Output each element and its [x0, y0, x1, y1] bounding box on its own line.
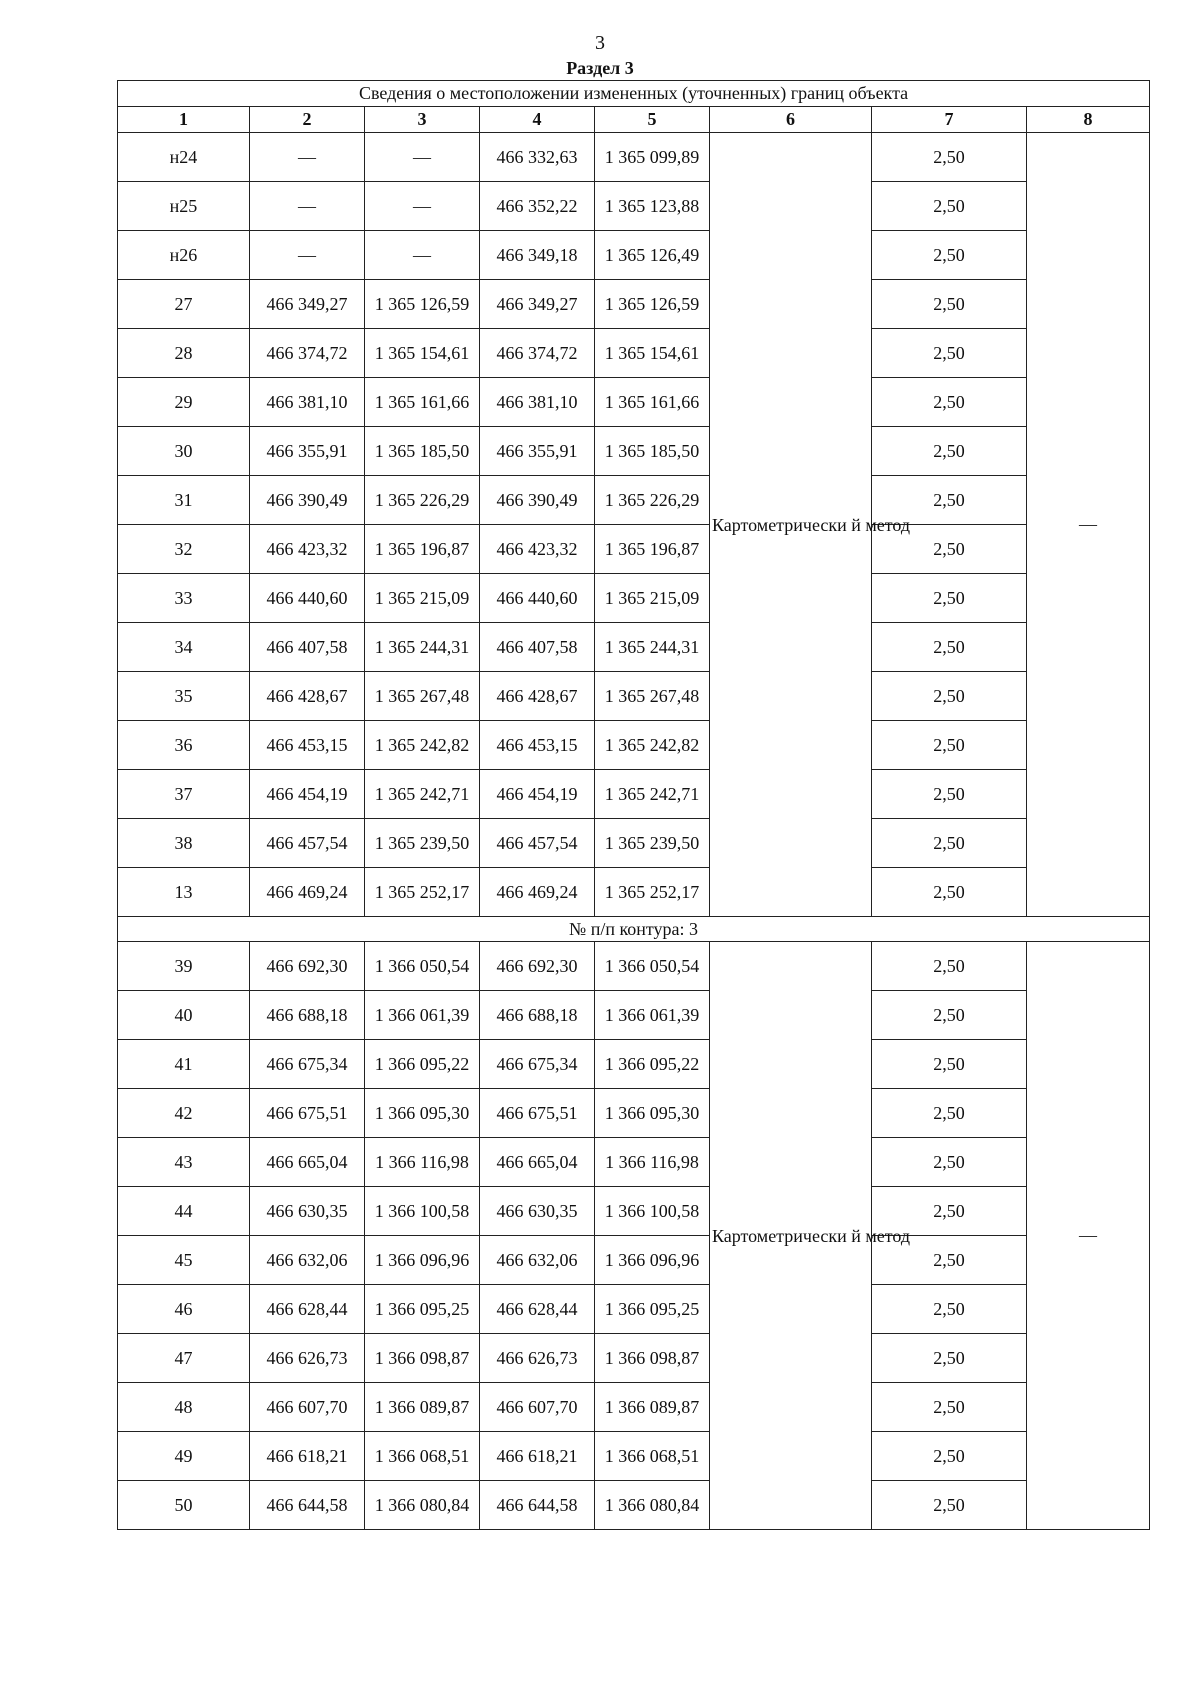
column-header: 6 [710, 107, 872, 133]
table-cell: 1 365 154,61 [595, 329, 710, 378]
table-cell: 2,50 [872, 1383, 1027, 1432]
table-cell: 466 390,49 [250, 476, 365, 525]
table-cell: 1 366 116,98 [595, 1138, 710, 1187]
table-cell: — [365, 182, 480, 231]
table-cell: 2,50 [872, 770, 1027, 819]
table-cell: 466 644,58 [480, 1481, 595, 1530]
column-header: 2 [250, 107, 365, 133]
table-cell: 466 688,18 [480, 991, 595, 1040]
table-cell: 1 365 239,50 [365, 819, 480, 868]
table-cell: 466 469,24 [250, 868, 365, 917]
page-number: 3 [595, 32, 605, 54]
table-row [118, 427, 1150, 476]
table-cell: 466 632,06 [250, 1236, 365, 1285]
table-cell: 1 366 098,87 [365, 1334, 480, 1383]
table-cell: 48 [118, 1383, 250, 1432]
table-cell: 466 453,15 [250, 721, 365, 770]
table-cell: н25 [118, 182, 250, 231]
table-cell: 1 365 161,66 [595, 378, 710, 427]
table-cell: 2,50 [872, 378, 1027, 427]
table-cell: 1 365 185,50 [595, 427, 710, 476]
table-cell: 2,50 [872, 574, 1027, 623]
table-cell: 466 632,06 [480, 1236, 595, 1285]
table-cell: 47 [118, 1334, 250, 1383]
table-cell: 44 [118, 1187, 250, 1236]
table-row [118, 1089, 1150, 1138]
table-cell: 1 365 161,66 [365, 378, 480, 427]
group-1-rows [118, 133, 1150, 917]
table-cell: 1 366 068,51 [365, 1432, 480, 1481]
table-cell: 1 365 244,31 [595, 623, 710, 672]
table-cell: 1 365 252,17 [365, 868, 480, 917]
table-cell: — [365, 231, 480, 280]
table-row [118, 770, 1150, 819]
group-2-rows [118, 942, 1150, 1530]
table-cell: н24 [118, 133, 250, 182]
table-cell: 466 349,27 [480, 280, 595, 329]
table-cell: 1 366 100,58 [365, 1187, 480, 1236]
table-cell: 1 366 116,98 [365, 1138, 480, 1187]
table-cell: 2,50 [872, 991, 1027, 1040]
table-row [118, 819, 1150, 868]
table-row [118, 525, 1150, 574]
table-row [118, 1481, 1150, 1530]
table-cell: 466 355,91 [250, 427, 365, 476]
table-cell: — [365, 133, 480, 182]
table-cell: 2,50 [872, 231, 1027, 280]
table-cell: 2,50 [872, 427, 1027, 476]
table-cell: 466 381,10 [480, 378, 595, 427]
table-row [118, 378, 1150, 427]
table-cell: 1 365 196,87 [365, 525, 480, 574]
table-cell: 466 628,44 [250, 1285, 365, 1334]
table-row [118, 868, 1150, 917]
table-cell: 45 [118, 1236, 250, 1285]
table-cell: 2,50 [872, 672, 1027, 721]
table-cell: 2,50 [872, 1334, 1027, 1383]
table-cell: 1 366 061,39 [365, 991, 480, 1040]
table-cell: 466 390,49 [480, 476, 595, 525]
contour-row [118, 917, 1150, 942]
table-cell: 1 366 080,84 [595, 1481, 710, 1530]
table-cell: 2,50 [872, 133, 1027, 182]
table-cell: 466 607,70 [250, 1383, 365, 1432]
table-cell: 466 374,72 [250, 329, 365, 378]
table-cell: 38 [118, 819, 250, 868]
table-cell: 466 618,21 [250, 1432, 365, 1481]
method-cell: Картометрически й метод [710, 942, 872, 1530]
table-cell: 466 626,73 [250, 1334, 365, 1383]
note-cell: — [1027, 942, 1150, 1530]
table-cell: 28 [118, 329, 250, 378]
table-cell: 1 365 154,61 [365, 329, 480, 378]
table-cell: 466 675,51 [480, 1089, 595, 1138]
table-cell: 2,50 [872, 942, 1027, 991]
table-cell: н26 [118, 231, 250, 280]
table-cell: 2,50 [872, 1432, 1027, 1481]
table-cell: 2,50 [872, 1481, 1027, 1530]
table-cell: 2,50 [872, 476, 1027, 525]
table-cell: 13 [118, 868, 250, 917]
table-cell: 1 365 215,09 [365, 574, 480, 623]
table-cell: 35 [118, 672, 250, 721]
table-cell: 29 [118, 378, 250, 427]
table-cell: 466 423,32 [480, 525, 595, 574]
table-cell: 466 349,27 [250, 280, 365, 329]
table-row [118, 1285, 1150, 1334]
table-cell: 1 365 215,09 [595, 574, 710, 623]
table-cell: 1 366 061,39 [595, 991, 710, 1040]
table-row [118, 329, 1150, 378]
table-cell: 1 365 099,89 [595, 133, 710, 182]
table-cell: 466 628,44 [480, 1285, 595, 1334]
table-row [118, 476, 1150, 525]
table-cell: 40 [118, 991, 250, 1040]
table-cell: 466 428,67 [480, 672, 595, 721]
table-cell: 466 630,35 [480, 1187, 595, 1236]
table-row [118, 1236, 1150, 1285]
table-cell: 1 366 095,25 [365, 1285, 480, 1334]
table-cell: 1 365 242,82 [365, 721, 480, 770]
table-cell: 32 [118, 525, 250, 574]
table-row [118, 1187, 1150, 1236]
table-cell: 466 469,24 [480, 868, 595, 917]
table-cell: 1 365 226,29 [595, 476, 710, 525]
table-cell: 466 626,73 [480, 1334, 595, 1383]
table-cell: 31 [118, 476, 250, 525]
table-cell: — [250, 231, 365, 280]
table-row [118, 182, 1150, 231]
table-cell: 2,50 [872, 1138, 1027, 1187]
table-cell: 2,50 [872, 721, 1027, 770]
table-cell: 1 366 080,84 [365, 1481, 480, 1530]
table-cell: — [250, 182, 365, 231]
table-cell: 1 366 095,30 [595, 1089, 710, 1138]
table-cell: 39 [118, 942, 250, 991]
table-row [118, 133, 1150, 182]
table-cell: 1 365 126,59 [365, 280, 480, 329]
table-cell: 466 692,30 [480, 942, 595, 991]
table-cell: 466 428,67 [250, 672, 365, 721]
table-cell: 42 [118, 1089, 250, 1138]
column-header: 1 [118, 107, 250, 133]
table-row [118, 623, 1150, 672]
table-cell: 30 [118, 427, 250, 476]
table-cell: 466 352,22 [480, 182, 595, 231]
table-cell: 1 365 196,87 [595, 525, 710, 574]
column-header: 5 [595, 107, 710, 133]
table-cell: 2,50 [872, 868, 1027, 917]
table-cell: 466 665,04 [250, 1138, 365, 1187]
table-cell: 1 366 095,22 [365, 1040, 480, 1089]
table-cell: 1 366 100,58 [595, 1187, 710, 1236]
table-cell: 1 365 126,49 [595, 231, 710, 280]
table-cell: 46 [118, 1285, 250, 1334]
table-cell: 466 618,21 [480, 1432, 595, 1481]
table-cell: 466 381,10 [250, 378, 365, 427]
table-cell: 2,50 [872, 1040, 1027, 1089]
table-cell: 1 365 252,17 [595, 868, 710, 917]
table-cell: 43 [118, 1138, 250, 1187]
table-cell: 2,50 [872, 1285, 1027, 1334]
table-cell: 466 454,19 [480, 770, 595, 819]
table-row [118, 574, 1150, 623]
table-cell: 49 [118, 1432, 250, 1481]
table-cell: 41 [118, 1040, 250, 1089]
table-cell: 466 423,32 [250, 525, 365, 574]
table-cell: 2,50 [872, 329, 1027, 378]
table-cell: 1 365 126,59 [595, 280, 710, 329]
coordinates-table [117, 80, 1150, 1530]
table-cell: 1 366 096,96 [595, 1236, 710, 1285]
table-cell: 1 366 098,87 [595, 1334, 710, 1383]
table-cell: 466 349,18 [480, 231, 595, 280]
table-cell: 2,50 [872, 525, 1027, 574]
table-cell: 466 454,19 [250, 770, 365, 819]
table-row [118, 991, 1150, 1040]
table-cell: 466 407,58 [250, 623, 365, 672]
table-cell: 27 [118, 280, 250, 329]
table-row [118, 942, 1150, 991]
table-cell: 466 630,35 [250, 1187, 365, 1236]
section-title: Раздел 3 [566, 58, 634, 78]
table-cell: 466 440,60 [480, 574, 595, 623]
table-cell: 466 692,30 [250, 942, 365, 991]
table-cell: — [250, 133, 365, 182]
note-cell: — [1027, 133, 1150, 917]
table-cell: 466 355,91 [480, 427, 595, 476]
column-header: 8 [1027, 107, 1150, 133]
table-cell: 1 366 095,25 [595, 1285, 710, 1334]
table-cell: 466 374,72 [480, 329, 595, 378]
table-cell: 2,50 [872, 280, 1027, 329]
table-row [118, 280, 1150, 329]
table-cell: 466 675,34 [250, 1040, 365, 1089]
table-cell: 466 457,54 [480, 819, 595, 868]
table-cell: 34 [118, 623, 250, 672]
table-cell: 2,50 [872, 623, 1027, 672]
table-cell: 1 366 089,87 [595, 1383, 710, 1432]
table-cell: 1 365 239,50 [595, 819, 710, 868]
header-row [118, 107, 1150, 133]
table-cell: 1 365 242,71 [365, 770, 480, 819]
table-cell: 466 407,58 [480, 623, 595, 672]
table-row [118, 1383, 1150, 1432]
table-cell: 1 365 242,82 [595, 721, 710, 770]
table-row [118, 1040, 1150, 1089]
table-cell: 2,50 [872, 819, 1027, 868]
table-cell: 466 665,04 [480, 1138, 595, 1187]
table-row [118, 231, 1150, 280]
table-cell: 466 675,51 [250, 1089, 365, 1138]
table-cell: 466 453,15 [480, 721, 595, 770]
table-cell: 1 365 242,71 [595, 770, 710, 819]
column-header: 7 [872, 107, 1027, 133]
table-cell: 36 [118, 721, 250, 770]
table-cell: 1 366 050,54 [365, 942, 480, 991]
table-row [118, 672, 1150, 721]
table-row [118, 1334, 1150, 1383]
table-cell: 466 440,60 [250, 574, 365, 623]
table-cell: 466 457,54 [250, 819, 365, 868]
table-cell: 1 365 226,29 [365, 476, 480, 525]
table-cell: 1 365 185,50 [365, 427, 480, 476]
table-cell: 1 365 244,31 [365, 623, 480, 672]
table-cell: 1 366 095,22 [595, 1040, 710, 1089]
table-cell: 2,50 [872, 1089, 1027, 1138]
table-cell: 1 366 068,51 [595, 1432, 710, 1481]
table-cell: 466 644,58 [250, 1481, 365, 1530]
table-row [118, 1432, 1150, 1481]
table-cell: 1 366 095,30 [365, 1089, 480, 1138]
table-cell: 1 366 096,96 [365, 1236, 480, 1285]
table-row [118, 1138, 1150, 1187]
contour-label: № п/п контура: 3 [118, 917, 1150, 942]
table-cell: 466 675,34 [480, 1040, 595, 1089]
table-cell: 466 688,18 [250, 991, 365, 1040]
table-cell: 2,50 [872, 182, 1027, 231]
method-cell: Картометрически й метод [710, 133, 872, 917]
table-cell: 1 365 267,48 [595, 672, 710, 721]
table-cell: 466 607,70 [480, 1383, 595, 1432]
table-cell: 37 [118, 770, 250, 819]
table-cell: 50 [118, 1481, 250, 1530]
table-cell: 2,50 [872, 1187, 1027, 1236]
table-cell: 1 366 050,54 [595, 942, 710, 991]
table-cell: 2,50 [872, 1236, 1027, 1285]
table-row [118, 721, 1150, 770]
table-caption: Сведения о местоположении измененных (уточненных) границ объекта [118, 81, 1150, 107]
column-header: 4 [480, 107, 595, 133]
column-header: 3 [365, 107, 480, 133]
table-cell: 33 [118, 574, 250, 623]
table-cell: 1 365 123,88 [595, 182, 710, 231]
table-cell: 1 366 089,87 [365, 1383, 480, 1432]
table-cell: 1 365 267,48 [365, 672, 480, 721]
table-cell: 466 332,63 [480, 133, 595, 182]
